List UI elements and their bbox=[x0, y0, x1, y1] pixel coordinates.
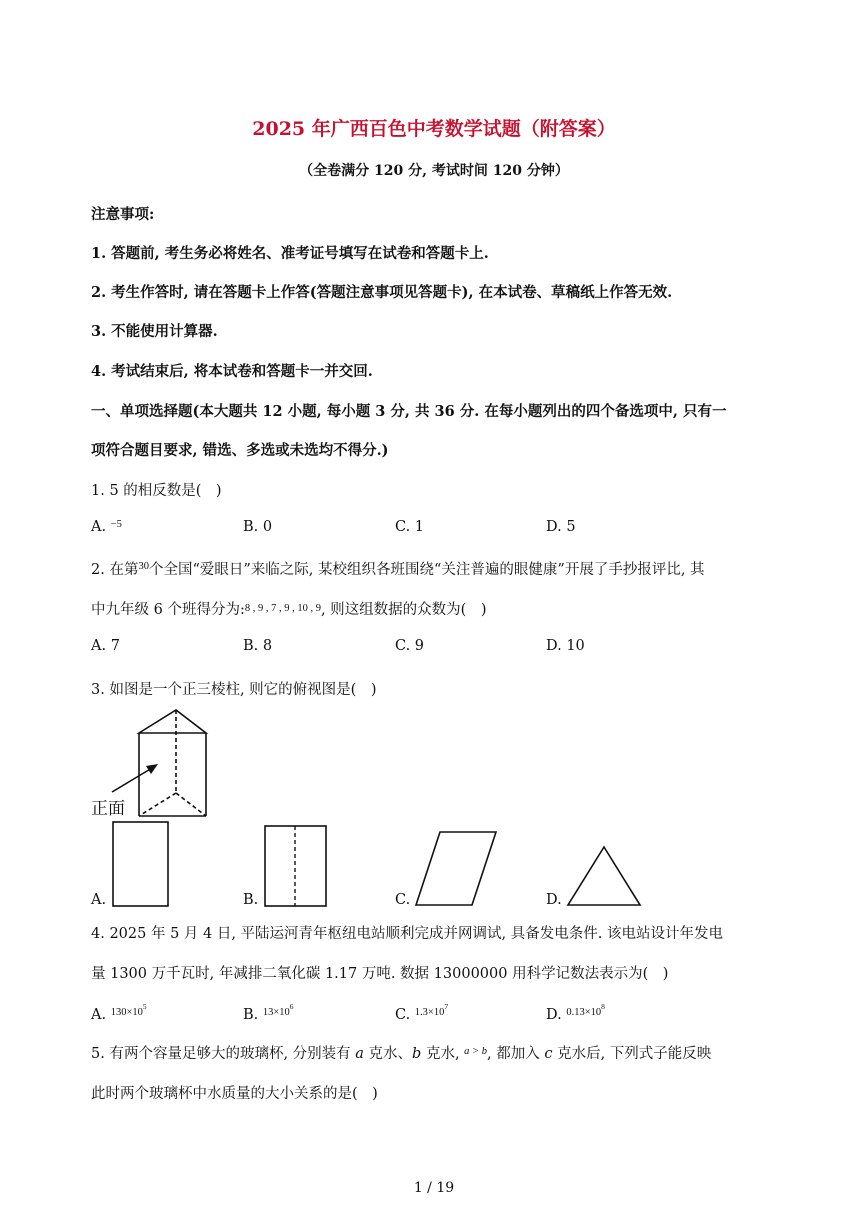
q1-option-a-label: A. bbox=[91, 519, 107, 535]
q4-option-a-label: A. bbox=[91, 1007, 107, 1023]
notice-item-4: 4. 考试结束后, 将本试卷和答题卡一并交回. bbox=[91, 363, 373, 380]
section1-line1: 一、单项选择题(本大题共 12 小题, 每小题 3 分, 共 36 分. 在每小题列出的四个备选项中, 只有一 bbox=[91, 403, 727, 420]
notice-item-1: 1. 答题前, 考生务必将姓名、准考证号填写在试卷和答题卡上. bbox=[91, 245, 489, 262]
q4-option-c bbox=[395, 1002, 448, 1023]
q3-option-a-shape bbox=[113, 822, 168, 906]
page-title: 2025 年广西百色中考数学试题（附答案） bbox=[252, 118, 616, 140]
q2-line1-b: 个全国“爱眼日”来临之际, 某校组织各班围绕“关注普遍的眼健康”开展了手抄报评比, 其 bbox=[148, 562, 705, 578]
q4-option-c-label: C. bbox=[395, 1007, 411, 1023]
q5-var-b: b bbox=[412, 1046, 422, 1062]
q4-option-b-label: B. bbox=[243, 1007, 259, 1023]
q5-line1-a: 5. 有两个容量足够大的玻璃杯, 分别装有 bbox=[91, 1046, 351, 1062]
notice-heading: 注意事项: bbox=[91, 206, 155, 223]
front-arrow-head bbox=[146, 764, 158, 774]
q5-var-c: c bbox=[544, 1046, 553, 1062]
q2-option-d: D. 10 bbox=[546, 638, 585, 654]
q1-stem: 1. 5 的相反数是( ) bbox=[91, 483, 222, 499]
q5-line1-e: 克水后, 下列式子能反映 bbox=[557, 1046, 712, 1062]
q5-line1-c: 克水, bbox=[425, 1046, 460, 1062]
prism-top-face bbox=[139, 710, 206, 733]
q4-option-c-exp: 7 bbox=[444, 1002, 449, 1011]
q4-option-b-exp: 6 bbox=[289, 1002, 294, 1011]
q2-line1-num: 30 bbox=[138, 561, 149, 572]
q2-line1-a: 2. 在第 bbox=[91, 562, 139, 578]
q4-option-a bbox=[91, 1002, 147, 1023]
q4-line1: 4. 2025 年 5 月 4 日, 平陆运河青年枢纽电站顺利完成并网调试, 具备发电条件. 该电站设计年发电 bbox=[91, 926, 723, 942]
q1-option-d: D. 5 bbox=[546, 519, 576, 535]
q3-option-b-shape bbox=[265, 826, 326, 906]
page-subtitle: （全卷满分 120 分, 考试时间 120 分钟） bbox=[299, 163, 569, 179]
q5-line1-b: 克水、 bbox=[368, 1046, 413, 1062]
notice-item-3: 3. 不能使用计算器. bbox=[91, 323, 218, 340]
q5-var-a: a bbox=[355, 1046, 364, 1062]
q2-line2-b: , 则这组数据的众数为( ) bbox=[320, 602, 487, 618]
q4-option-a-exp: 5 bbox=[142, 1002, 147, 1011]
q2-data: 8 , 9 , 7 , 9 , 10 , 9 bbox=[244, 603, 321, 614]
q4-option-b-base: 13×10 bbox=[262, 1007, 290, 1018]
q2-option-c: C. 9 bbox=[395, 638, 425, 654]
page-number: 1 / 19 bbox=[413, 1180, 455, 1196]
q3-option-b: B. bbox=[243, 892, 259, 908]
q5-line1-d: , 都加入 bbox=[487, 1046, 540, 1062]
q4-option-d-label: D. bbox=[546, 1007, 562, 1023]
q1-option-b: B. 0 bbox=[243, 519, 273, 535]
q5-condition: a > b bbox=[464, 1046, 488, 1057]
section1-line2: 项符合题目要求, 错选、多选或未选均不得分.) bbox=[91, 442, 389, 459]
q2-line2-a: 中九年级 6 个班得分为: bbox=[91, 602, 245, 618]
q3-option-a: A. bbox=[91, 892, 107, 908]
q5-line2: 此时两个玻璃杯中水质量的大小关系的是( ) bbox=[91, 1086, 378, 1102]
q4-option-b bbox=[243, 1002, 294, 1023]
q3-stem: 3. 如图是一个正三棱柱, 则它的俯视图是( ) bbox=[91, 682, 377, 698]
q2-option-a: A. 7 bbox=[91, 638, 120, 654]
q4-option-d-exp: 8 bbox=[601, 1002, 605, 1011]
notice-item-2: 2. 考生作答时, 请在答题卡上作答(答题注意事项见答题卡), 在本试卷、草稿纸上作答无效. bbox=[91, 284, 673, 301]
q2-option-b: B. 8 bbox=[243, 638, 273, 654]
q1-option-a-value: −5 bbox=[110, 519, 122, 530]
q4-option-d-base: 0.13×10 bbox=[566, 1007, 602, 1018]
q3-option-d-shape bbox=[568, 847, 640, 905]
q3-option-c: C. bbox=[395, 892, 411, 908]
q1-option-c: C. 1 bbox=[395, 519, 425, 535]
q3-option-c-shape bbox=[416, 832, 496, 905]
q4-line2: 量 1300 万千瓦时, 年减排二氧化碳 1.17 万吨. 数据 13000000 用科学记数法表示为( ) bbox=[91, 966, 669, 982]
q5-line1 bbox=[91, 1042, 711, 1063]
q4-option-a-base: 130×10 bbox=[110, 1007, 143, 1018]
q3-option-d: D. bbox=[546, 892, 562, 908]
q4-option-d bbox=[546, 1002, 605, 1023]
front-label: 正面 bbox=[91, 799, 125, 819]
q4-option-c-base: 1.3×10 bbox=[414, 1007, 445, 1018]
front-arrow-line bbox=[112, 768, 152, 792]
